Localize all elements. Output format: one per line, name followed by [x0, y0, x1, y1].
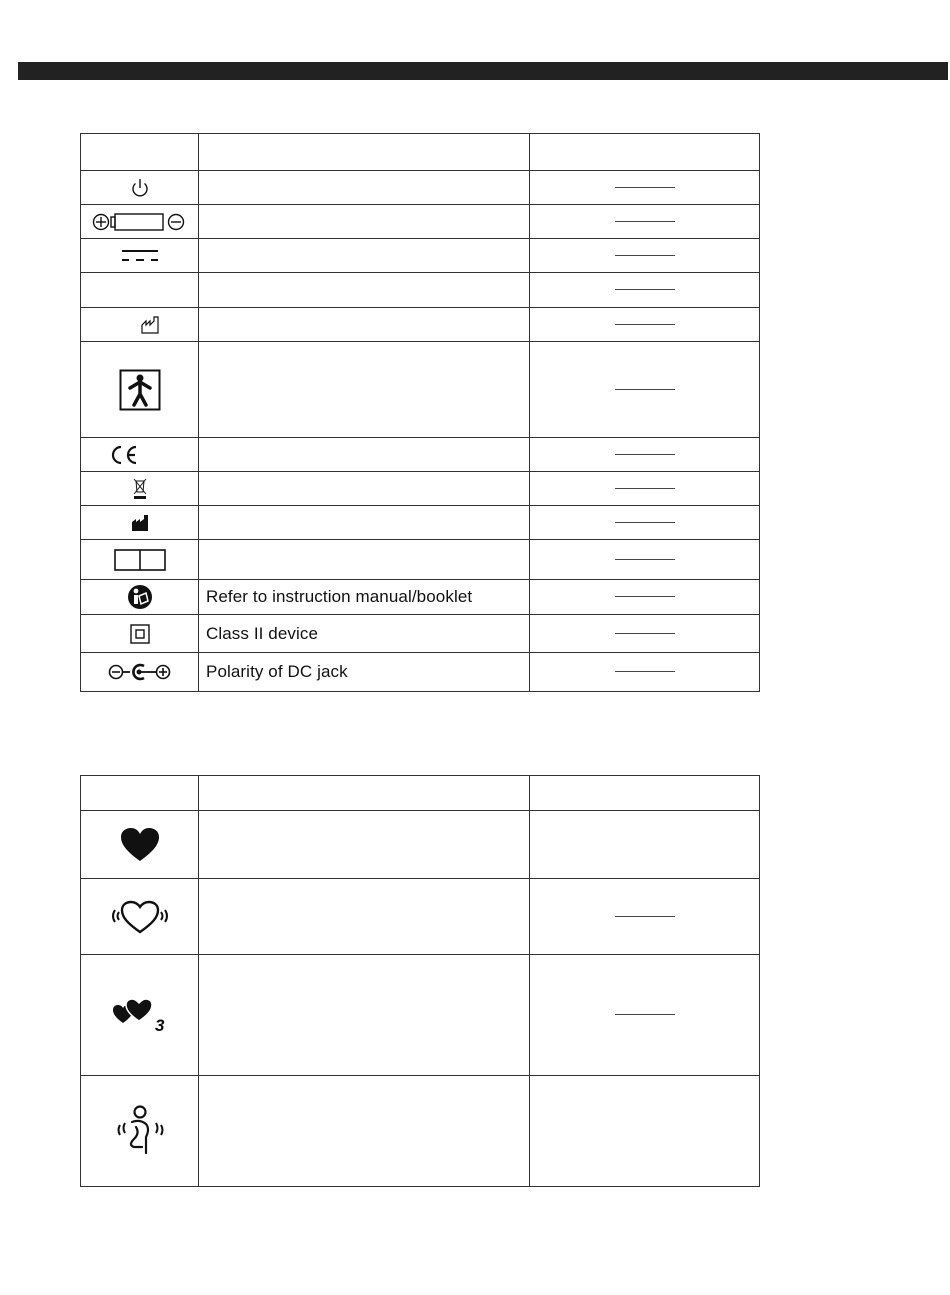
row-function — [530, 811, 760, 879]
dc-jack-polarity-icon — [81, 653, 199, 692]
row-description — [199, 506, 530, 540]
weee-bin-icon — [81, 472, 199, 506]
table-row — [81, 879, 760, 955]
table-row — [81, 342, 760, 438]
row-description — [199, 1076, 530, 1187]
row-description — [199, 438, 530, 472]
rectangle-split-icon — [81, 540, 199, 580]
row-function — [530, 653, 760, 692]
row-function — [530, 472, 760, 506]
direct-current-icon — [81, 239, 199, 273]
row-function — [530, 1076, 760, 1187]
table-row — [81, 580, 760, 615]
heart-solid-icon — [81, 811, 199, 879]
symbols-table — [80, 133, 760, 692]
table-row — [81, 205, 760, 239]
row-function — [530, 308, 760, 342]
row-function — [530, 438, 760, 472]
row-function — [530, 273, 760, 308]
row-description: Refer to instruction manual/booklet — [199, 580, 530, 615]
type-bf-applied-part-icon — [81, 342, 199, 438]
header-function — [530, 134, 760, 171]
ce-mark-icon — [81, 438, 199, 472]
table-row — [81, 615, 760, 653]
row-function — [530, 955, 760, 1076]
table-row — [81, 472, 760, 506]
manufacturer-icon — [81, 506, 199, 540]
blank-icon-cell — [81, 273, 199, 308]
row-description — [199, 239, 530, 273]
heart-average-3-icon — [81, 955, 199, 1076]
power-icon — [81, 171, 199, 205]
row-function — [530, 239, 760, 273]
row-description — [199, 955, 530, 1076]
header-function — [530, 776, 760, 811]
row-description: Class II device — [199, 615, 530, 653]
heart-irregular-icon — [81, 879, 199, 955]
display-symbols-table — [80, 775, 760, 1187]
row-function — [530, 540, 760, 580]
row-description — [199, 273, 530, 308]
row-description — [199, 171, 530, 205]
row-description — [199, 342, 530, 438]
table-row — [81, 653, 760, 692]
row-description — [199, 879, 530, 955]
class-ii-icon — [81, 615, 199, 653]
row-description — [199, 811, 530, 879]
row-function — [530, 342, 760, 438]
table-row — [81, 1076, 760, 1187]
table-row — [81, 540, 760, 580]
row-function — [530, 580, 760, 615]
row-description — [199, 472, 530, 506]
row-function — [530, 506, 760, 540]
instruction-manual-icon — [81, 580, 199, 615]
table-row — [81, 506, 760, 540]
header-bar — [18, 62, 948, 80]
table-header-row — [81, 134, 760, 171]
row-description — [199, 540, 530, 580]
table-row — [81, 239, 760, 273]
table-row — [81, 171, 760, 205]
heart-average-digit: 3 — [154, 1016, 164, 1033]
table-row — [81, 955, 760, 1076]
row-function — [530, 171, 760, 205]
row-function — [530, 615, 760, 653]
header-symbol — [81, 776, 199, 811]
table-header-row — [81, 776, 760, 811]
header-description — [199, 134, 530, 171]
row-description: Polarity of DC jack — [199, 653, 530, 692]
row-description — [199, 205, 530, 239]
header-description — [199, 776, 530, 811]
battery-polarity-icon — [81, 205, 199, 239]
table-row — [81, 308, 760, 342]
table-row — [81, 438, 760, 472]
table-row — [81, 273, 760, 308]
row-description — [199, 308, 530, 342]
header-symbol — [81, 134, 199, 171]
body-movement-icon — [81, 1076, 199, 1187]
row-function — [530, 205, 760, 239]
row-function — [530, 879, 760, 955]
table-row — [81, 811, 760, 879]
date-of-manufacture-icon — [81, 308, 199, 342]
